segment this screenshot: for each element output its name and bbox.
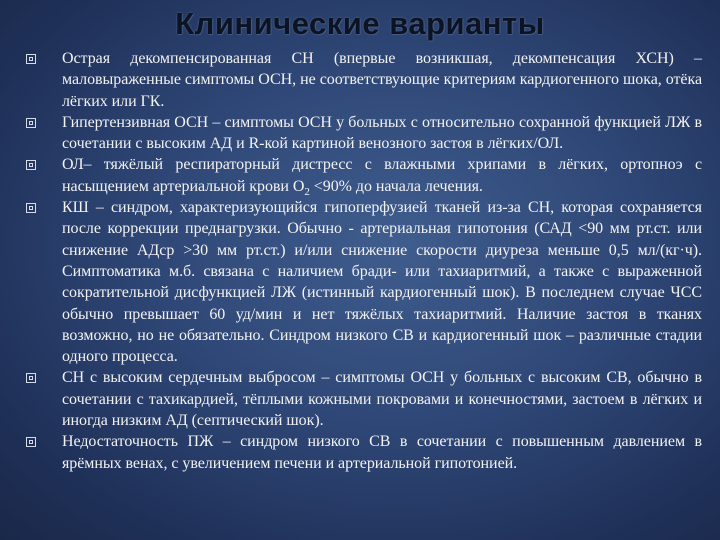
square-bullet-icon bbox=[26, 373, 36, 383]
square-bullet-icon bbox=[26, 437, 36, 447]
subscript: 2 bbox=[304, 185, 310, 198]
list-item bbox=[0, 48, 720, 112]
list-item-text: СН с высоким сердечным выбросом – симптомы ОСН у больных с высоким СВ, обычно в сочетании с тахикардией, тёплыми кожными покровами и конечностями, застоем в лёгких и иногда низким АД (септический шок). bbox=[62, 369, 702, 430]
list-item-text: Недостаточность ПЖ – синдром низкого СВ в сочетании с повышенным давлением в ярёмных венах, с увеличением печени и артериальной гипотонией. bbox=[62, 433, 702, 472]
square-bullet-icon bbox=[26, 203, 36, 213]
list-item-text: КШ – синдром, характеризующийся гипоперфузией тканей из-за СН, которая сохраняется после коррекции преднагрузки. Обычно - артериальная гипотония (САД <90 мм рт.ст. или снижение АДср >30 мм рт.ст.) и/или снижение скорости диуреза меньше 0,5 мл/(кг·ч). Симптоматика м.б. связана с наличием бради- или тахиаритмий, а также с выраженной сократительной дисфункцией ЛЖ (истинный кардиогенный шок). В последнем случае ЧСС обычно превышает 60 уд/мин и нет тяжёлых тахиаритмий. Наличие застоя в тканях возможно, но не обязательно. Синдром низкого СВ и кардиогенный шок – различные стадии одного процесса. bbox=[62, 199, 702, 366]
list-item-text bbox=[62, 154, 702, 197]
list-item-text-part: ОЛ– тяжёлый респираторный дистресс с влажными хрипами в лёгких, ортопноэ с насыщением артериальной крови О bbox=[62, 156, 702, 195]
bullet-list bbox=[0, 48, 720, 474]
list-item bbox=[0, 431, 720, 474]
list-item-text: Острая декомпенсированная СН (впервые возникшая, декомпенсация ХСН) – маловыраженные симптомы ОСН, не соответствующие критериям кардиогенного шока, отёка лёгких или ГК. bbox=[62, 50, 702, 110]
square-bullet-icon bbox=[26, 118, 36, 128]
square-bullet-icon bbox=[26, 54, 36, 64]
list-item-text: Гипертензивная ОСН – симптомы ОСН у больных с относительно сохранной функцией ЛЖ в сочетании с высоким АД и R-кой картиной венозного застоя в лёгких/ОЛ. bbox=[62, 113, 702, 153]
list-item bbox=[0, 367, 720, 431]
square-bullet-icon bbox=[26, 160, 36, 170]
list-item bbox=[0, 154, 720, 197]
list-item bbox=[0, 197, 720, 367]
list-item-text-part: <90% до начала лечения. bbox=[309, 177, 483, 195]
slide-title: Клинические варианты bbox=[175, 6, 545, 41]
list-item bbox=[0, 112, 720, 155]
